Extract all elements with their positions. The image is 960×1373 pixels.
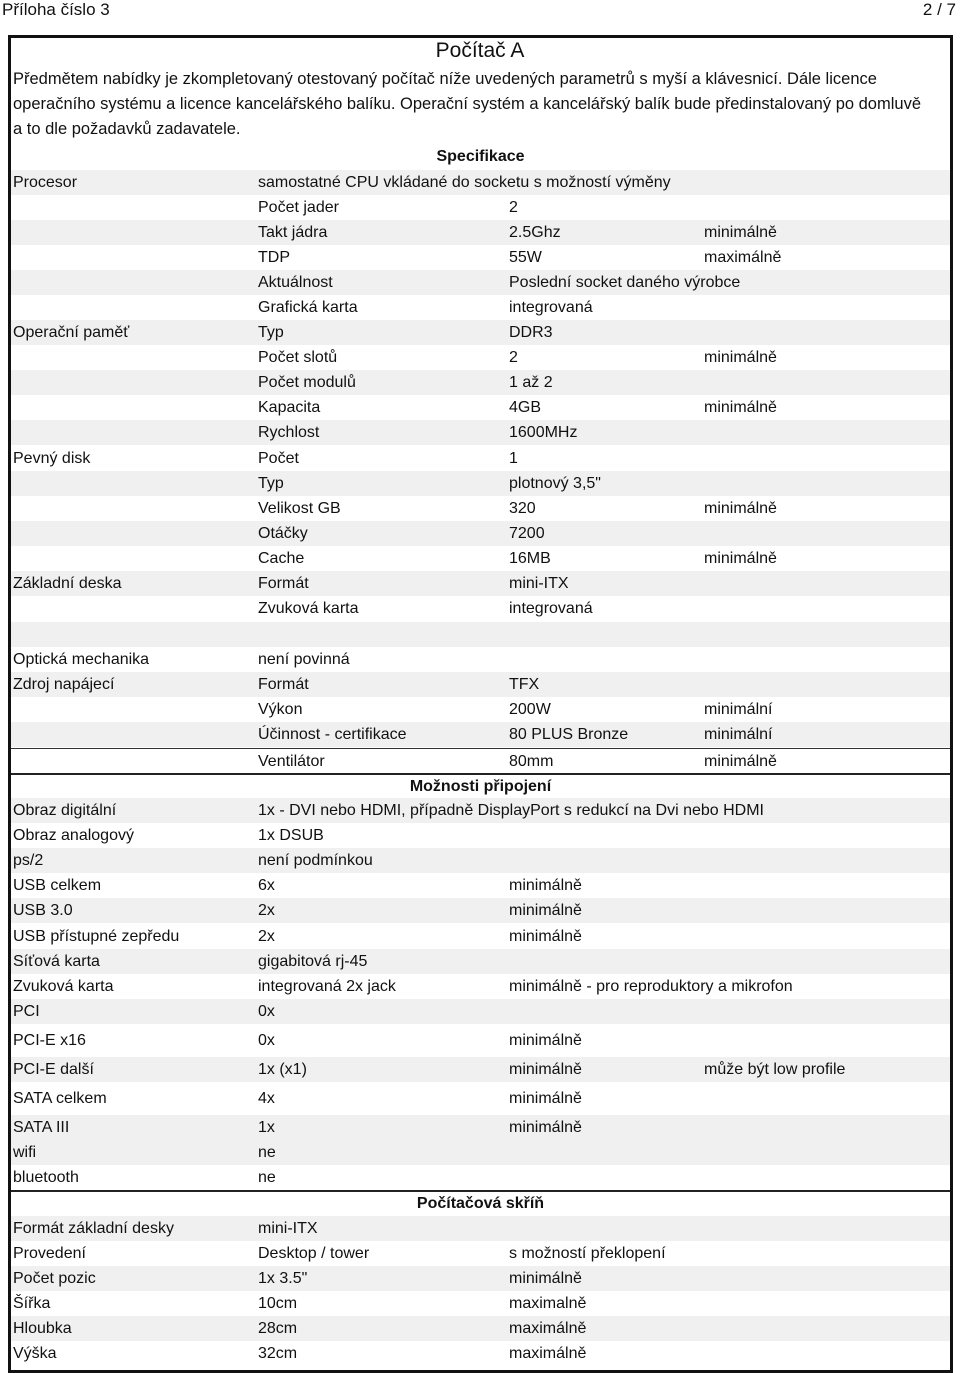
table-cell: Obraz analogový bbox=[13, 827, 134, 844]
table-cell: 2.5Ghz bbox=[509, 224, 561, 241]
table-row bbox=[11, 1086, 950, 1111]
table-cell: Zvuková karta bbox=[13, 978, 114, 995]
table-cell: minimálně bbox=[509, 1032, 582, 1049]
table-cell: 16MB bbox=[509, 550, 551, 567]
table-row bbox=[11, 1057, 950, 1082]
table-row bbox=[11, 220, 950, 245]
table-row bbox=[11, 596, 950, 621]
page-header-left: Příloha číslo 3 bbox=[2, 0, 110, 19]
table-row bbox=[11, 873, 950, 898]
table-cell: Rychlost bbox=[258, 424, 320, 441]
table-cell: Šířka bbox=[13, 1295, 51, 1312]
table-cell: 2x bbox=[258, 902, 275, 919]
table-cell: minimálně bbox=[509, 1119, 582, 1136]
table-row bbox=[11, 823, 950, 848]
table-cell: 32cm bbox=[258, 1345, 298, 1362]
table-cell: Formát bbox=[258, 575, 309, 592]
table-cell: Kapacita bbox=[258, 399, 321, 416]
table-cell: integrovaná bbox=[509, 299, 593, 316]
table-row bbox=[11, 420, 950, 445]
table-row bbox=[11, 446, 950, 471]
table-cell: minimálně bbox=[704, 550, 777, 567]
table-row bbox=[11, 395, 950, 420]
table-cell: Desktop / tower bbox=[258, 1245, 370, 1262]
table-cell: PCI bbox=[13, 1003, 40, 1020]
table-cell: USB 3.0 bbox=[13, 902, 73, 919]
table-cell: bluetooth bbox=[13, 1169, 79, 1186]
table-cell: Počet jader bbox=[258, 199, 339, 216]
table-cell: 1x 3.5" bbox=[258, 1270, 308, 1287]
table-cell: 1x (x1) bbox=[258, 1061, 307, 1078]
table-cell: plotnový 3,5" bbox=[509, 475, 601, 492]
table-row bbox=[11, 170, 950, 195]
table-row bbox=[11, 1241, 950, 1266]
table-cell: minimálně bbox=[704, 500, 777, 517]
table-row bbox=[11, 295, 950, 320]
table-cell: 1 bbox=[509, 450, 518, 467]
table-row bbox=[11, 521, 950, 546]
table-cell: 6x bbox=[258, 877, 275, 894]
table-row bbox=[11, 924, 950, 949]
table-cell: Optická mechanika bbox=[13, 651, 150, 668]
table-cell: minimálně bbox=[509, 1270, 582, 1287]
table-cell: integrovaná 2x jack bbox=[258, 978, 396, 995]
table-cell: není podmínkou bbox=[258, 852, 373, 869]
table-cell: Síťová karta bbox=[13, 953, 100, 970]
table-cell: 320 bbox=[509, 500, 536, 517]
table-cell: 28cm bbox=[258, 1320, 298, 1337]
section-heading-label: Specifikace bbox=[436, 148, 525, 165]
table-cell: 7200 bbox=[509, 525, 545, 542]
table-cell: Typ bbox=[258, 324, 284, 341]
table-cell: Zvuková karta bbox=[258, 600, 359, 617]
table-cell: Obraz digitální bbox=[13, 802, 117, 819]
table-row bbox=[11, 647, 950, 672]
table-row bbox=[11, 1140, 950, 1165]
table-row bbox=[11, 1216, 950, 1241]
section-heading-connect bbox=[11, 773, 950, 800]
table-row bbox=[11, 471, 950, 496]
table-cell: Typ bbox=[258, 475, 284, 492]
table-cell: maximalně bbox=[509, 1295, 587, 1312]
table-cell: Počet pozic bbox=[13, 1270, 96, 1287]
table-cell: PCI-E x16 bbox=[13, 1032, 86, 1049]
table-row bbox=[11, 1341, 950, 1366]
table-row bbox=[11, 571, 950, 596]
table-cell: maximálně bbox=[509, 1345, 587, 1362]
table-cell: ne bbox=[258, 1144, 276, 1161]
table-row bbox=[11, 898, 950, 923]
table-cell: Ventilátor bbox=[258, 753, 325, 770]
table-cell: minimálně bbox=[509, 1061, 582, 1078]
table-cell: wifi bbox=[13, 1144, 37, 1161]
table-cell: Výška bbox=[13, 1345, 57, 1362]
table-cell: SATA III bbox=[13, 1119, 70, 1136]
table-row bbox=[11, 496, 950, 521]
section-heading-label: Možnosti připojení bbox=[409, 778, 552, 795]
table-cell: gigabitová rj-45 bbox=[258, 953, 368, 970]
table-cell: mini-ITX bbox=[509, 575, 569, 592]
section-heading-case bbox=[11, 1190, 950, 1217]
table-cell: minimální bbox=[704, 701, 773, 718]
table-cell: mini-ITX bbox=[258, 1220, 318, 1237]
table-row bbox=[11, 848, 950, 873]
table-cell: 0x bbox=[258, 1003, 275, 1020]
table-cell: může být low profile bbox=[704, 1061, 846, 1078]
table-cell: 55W bbox=[509, 249, 542, 266]
table-cell: 4GB bbox=[509, 399, 542, 416]
table-cell: DDR3 bbox=[509, 324, 553, 341]
table-row bbox=[11, 949, 950, 974]
table-row bbox=[11, 345, 950, 370]
table-cell: Velikost GB bbox=[258, 500, 341, 517]
table-row bbox=[11, 546, 950, 571]
table-row bbox=[11, 974, 950, 999]
table-cell: 0x bbox=[258, 1032, 275, 1049]
table-row bbox=[11, 798, 950, 823]
table-cell: Základní deska bbox=[13, 575, 122, 592]
table-cell: Procesor bbox=[13, 174, 78, 191]
table-cell: 1 až 2 bbox=[509, 374, 553, 391]
table-row bbox=[11, 622, 950, 647]
page-number: 2 / 7 bbox=[922, 0, 956, 19]
table-cell: 2 bbox=[509, 349, 518, 366]
table-cell: PCI-E další bbox=[13, 1061, 94, 1078]
table-row bbox=[11, 1115, 950, 1140]
table-cell: není povinná bbox=[258, 651, 350, 668]
table-cell: Takt jádra bbox=[258, 224, 328, 241]
table-cell: Pevný disk bbox=[13, 450, 91, 467]
table-cell: Počet modulů bbox=[258, 374, 356, 391]
table-cell: Formát základní desky bbox=[13, 1220, 174, 1237]
table-cell: Formát bbox=[258, 676, 309, 693]
table-row bbox=[11, 1266, 950, 1291]
table-row bbox=[11, 1316, 950, 1341]
table-cell: integrovaná bbox=[509, 600, 593, 617]
table-cell: Zdroj napájecí bbox=[13, 676, 115, 693]
table-cell: minimální bbox=[704, 726, 773, 743]
table-cell: ne bbox=[258, 1169, 276, 1186]
table-cell: 200W bbox=[509, 701, 551, 718]
table-cell: samostatné CPU vkládané do socketu s možností výměny bbox=[258, 174, 671, 191]
table-cell: Operační paměť bbox=[13, 324, 130, 341]
table-cell: 10cm bbox=[258, 1295, 298, 1312]
table-cell: USB přístupné zepředu bbox=[13, 928, 180, 945]
table-cell: Počet bbox=[258, 450, 299, 467]
table-cell: minimálně bbox=[704, 349, 777, 366]
table-cell: minimálně bbox=[704, 224, 777, 241]
table-row bbox=[11, 195, 950, 220]
table-cell: 1x bbox=[258, 1119, 275, 1136]
table-cell: 1x DSUB bbox=[258, 827, 324, 844]
table-cell: minimálně bbox=[704, 399, 777, 416]
table-cell: ps/2 bbox=[13, 852, 44, 869]
table-cell: 4x bbox=[258, 1090, 275, 1107]
table-cell: 1x - DVI nebo HDMI, případně DisplayPort s redukcí na Dvi nebo HDMI bbox=[258, 802, 764, 819]
table-row bbox=[11, 320, 950, 345]
intro-paragraph: Předmětem nabídky je zkompletovaný otestovaný počítač níže uvedených parametrů s myší a klávesnicí. Dále licence operačního systému a licence kancelářského balíku. Operační systém a kancelářský balík bude předinstalovaný po domluvě a to dle požadavků zadavatele. bbox=[13, 70, 921, 138]
table-cell: 1600MHz bbox=[509, 424, 578, 441]
table-cell: 2x bbox=[258, 928, 275, 945]
table-row bbox=[11, 370, 950, 395]
table-cell: Aktuálnost bbox=[258, 274, 333, 291]
table-row bbox=[11, 1291, 950, 1316]
table-cell: TDP bbox=[258, 249, 290, 266]
table-cell: 2 bbox=[509, 199, 518, 216]
table-cell: TFX bbox=[509, 676, 540, 693]
document-title: Počítač A bbox=[435, 39, 525, 62]
table-cell: Provedení bbox=[13, 1245, 86, 1262]
table-row bbox=[11, 999, 950, 1024]
table-row bbox=[11, 722, 950, 747]
table-row bbox=[11, 245, 950, 270]
table-row bbox=[11, 1165, 950, 1190]
table-cell: SATA celkem bbox=[13, 1090, 107, 1107]
table-cell: Počet slotů bbox=[258, 349, 338, 366]
section-heading-label: Počítačová skříň bbox=[416, 1195, 545, 1212]
table-cell: maximálně bbox=[509, 1320, 587, 1337]
table-row bbox=[11, 672, 950, 697]
table-cell: minimálně bbox=[509, 1090, 582, 1107]
table-cell: Poslední socket daného výrobce bbox=[509, 274, 741, 291]
table-cell: Cache bbox=[258, 550, 305, 567]
table-row bbox=[11, 697, 950, 722]
table-row bbox=[11, 1028, 950, 1053]
table-cell: minimálně bbox=[509, 928, 582, 945]
table-cell: minimálně bbox=[704, 753, 777, 770]
section-heading-spec bbox=[11, 145, 950, 170]
table-cell: s možností překlopení bbox=[509, 1245, 666, 1262]
table-cell: minimálně bbox=[509, 877, 582, 894]
table-cell: Hloubka bbox=[13, 1320, 72, 1337]
table-cell: 80 PLUS Bronze bbox=[509, 726, 629, 743]
table-cell: Grafická karta bbox=[258, 299, 358, 316]
table-cell: minimálně bbox=[509, 902, 582, 919]
table-cell: minimálně - pro reproduktory a mikrofon bbox=[509, 978, 793, 995]
table-cell: maximálně bbox=[704, 249, 782, 266]
table-cell: USB celkem bbox=[13, 877, 102, 894]
table-cell: Otáčky bbox=[258, 525, 308, 542]
table-cell: Účinnost - certifikace bbox=[258, 726, 407, 743]
table-cell: Výkon bbox=[258, 701, 303, 718]
table-cell: 80mm bbox=[509, 753, 554, 770]
table-row bbox=[11, 270, 950, 295]
table-row bbox=[11, 748, 950, 774]
